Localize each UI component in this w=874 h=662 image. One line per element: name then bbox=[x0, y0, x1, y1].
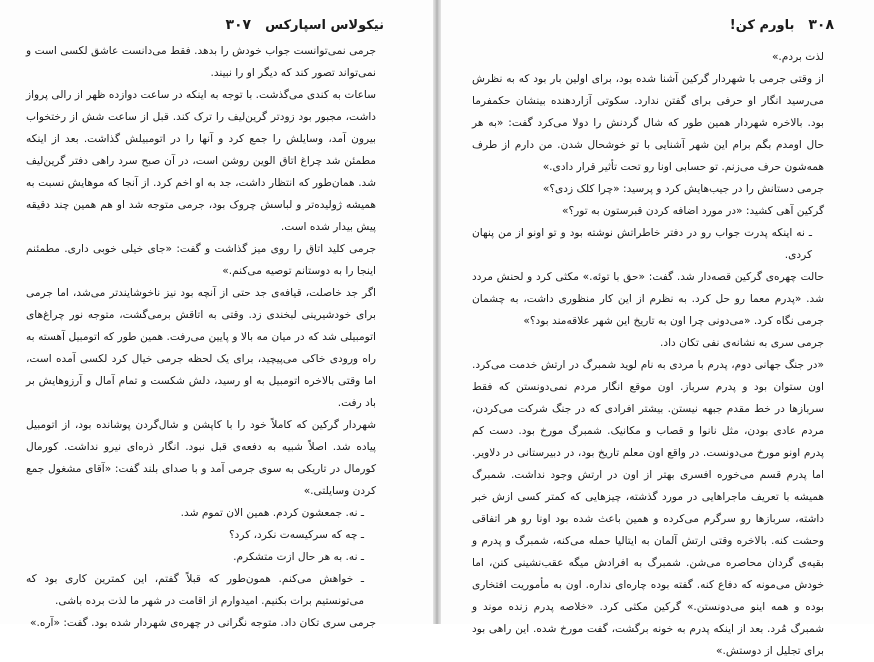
paragraph: ساعات به کندی می‌گذشت. با توجه به اینکه در ساعت دوازده ظهر از رالی پرواز داشت، مجبور بود زودتر گرین‌لیف را ترک کند. قبل از ساعت شش از رختخواب بیرون آمد، وسایلش را جمع کرد و آنها را در اتومبیلش گذاشت. بعد از اینکه مطمئن شد چراغ اتاق الوین روشن است، در آن صبح سرد راهی دفتر گرین‌لیف شد. همان‌طور که انتظار داشت، جد به او اخم کرد. از آنجا که موهایش نسبت به همیشه ژولیده‌تر و لباسش چروک بود، جرمی متوجه شد او هم همین چند دقیقه پیش بیدار شده است. bbox=[26, 89, 376, 233]
left-page-header bbox=[225, 14, 384, 36]
left-page-number: ۳۰۷ bbox=[225, 17, 252, 33]
paragraph: جرمی سری تکان داد. متوجه نگرانی در چهره‌ی شهردار شده بود. گفت: «آره.» bbox=[30, 617, 376, 629]
paragraph: «در جنگ جهانی دوم، پدرم با مردی به نام لوید شمبرگ در ارتش خدمت می‌کرد. اون ستوان بود و پدرم سرباز. اون موقع انگار مردم نمی‌دونستن که فقط سربازها در خط مقدم جبهه نیستن. بیشتر افرادی که در جنگ شرکت می‌کردن، مردم عادی بودن، مثل نانوا و قصاب و مکانیک. شمبرگ مورخ بود. دست کم پدرم اونو مورخ می‌دونست. در واقع اون معلم تاریخ بود، در دبیرستانی در دلاویر. اما پدرم قسم می‌خوره افسری بهتر از اون در ارتش وجود نداشت. شمبرگ همیشه با تعریف ماجراهایی در مورد گذشته، چیزهایی که کمتر کسی ازش خبر داشته، سربازها رو سرگرم می‌کرده و همین باعث شده بود اونا رو هر اتفاقی وحشت کنه. بالاخره وقتی ارتش آلمان به ایتالیا حمله می‌کنه، شمبرگ و پدرم و بقیه‌ی گردان محاصره می‌شن. شمبرگ به افرادش میگه عقب‌نشینی کنن، اما خودش می‌مونه که دفاع کنه. گفته بوده چاره‌ای نداره. اون به مأموریت افتخاری بوده و همه اینو می‌دونستن.» گرکین مکثی کرد. «خلاصه پدرم زنده موند و شمبرگ مُرد. بعد از اینکه پدرم به خونه برگشت، گفت مورخ شده. این راهی بود برای تجلیل از دوستش.» bbox=[472, 359, 824, 657]
dialogue-line: ـ نه. جمعشون کردم. همین الان تموم شد. bbox=[180, 507, 364, 519]
paragraph: جرمی دستانش را در جیب‌هایش کرد و پرسید: «چرا کلک زدی؟» bbox=[542, 183, 824, 195]
paragraph: شهردار گرکین که کاملاً خود را با کاپشن و شال‌گردن پوشانده بود، از اتومبیل پیاده شد. اصلاً شبیه به دفعه‌ی قبل نبود. انگار ذره‌ای نیرو نداشت. کورمال کورمال در تاریکی به سوی جرمی آمد و با صدای بلند گفت: «آقای مشغول جمع کردن وسایلتی.» bbox=[26, 419, 376, 497]
right-page-number: ۳۰۸ bbox=[808, 17, 834, 33]
paragraph: از وقتی جرمی با شهردار گرکین آشنا شده بود، برای اولین بار بود که به نظرش می‌رسید انگار او حرفی برای گفتن ندارد. سکوتی آزاردهنده بینشان حکمفرما بود. بالاخره شهردار همین طور که شال گردنش را دولا می‌کرد گفت: «به هر حال اومدم بگم برام این شهر آشنایی با تو خوشحال شدن. من دارم از طرف همه‌شون حرف می‌زنم. تو حسابی اونا رو تحت تأثیر قرار دادی.» bbox=[472, 73, 824, 173]
right-body-text bbox=[472, 46, 834, 662]
paragraph: اگر جد خاصلت، قیافه‌ی جد حتی از آنچه بود نیز ناخوشایندتر می‌شد، اما جرمی برای خودشیرینی لبخندی زد. وقتی به اتاقش برمی‌گشت، متوجه نور چراغ‌های اتومبیلی شد که در میان مه بالا و پایین می‌رفت. همین طور که اتومبیل آهسته به راه ورودی خاکی می‌پیچید، برای یک لحظه جرمی خیال کرد لکسی آمده است، اما وقتی بالاخره اتومبیل به او رسید، دلش شکست و تمام آمال و آرزوهایش بر باد رفت. bbox=[26, 287, 376, 409]
paragraph: جرمی نمی‌توانست جواب خودش را بدهد. فقط می‌دانست عاشق لکسی است و نمی‌تواند تصور کند که دیگر او را نبیند. bbox=[26, 45, 376, 79]
paragraph: لذت بردم.» bbox=[771, 51, 824, 63]
paragraph: جرمی سری به نشانه‌ی نفی تکان داد. bbox=[660, 337, 824, 349]
dialogue-line: ـ چه که سرکیسه‌ت نکرد، کرد؟ bbox=[229, 529, 364, 541]
right-page-header bbox=[730, 14, 834, 36]
paragraph: جرمی کلید اتاق را روی میز گذاشت و گفت: «جای خیلی خوبی داری. مطمئنم اینجا را به دوستانم توصیه می‌کنم.» bbox=[26, 243, 376, 277]
left-running-title: نیکولاس اسپارکس bbox=[265, 17, 384, 33]
paragraph: حالت چهره‌ی گرکین قصه‌دار شد. گفت: «حق با توئه.» مکثی کرد و لحنش مردد شد. «پدرم معما رو حل کرد. به نظرم از این کار منظوری داشت، به چشمان جرمی نگاه کرد. «می‌دونی چرا اون به تاریخ این شهر علاقه‌مند بود؟» bbox=[472, 271, 824, 327]
left-body-text bbox=[26, 40, 386, 634]
dialogue-line: ـ خواهش می‌کنم. همون‌طور که قبلاً گفتم، این کمترین کاری بود که می‌تونستیم برات بکنیم. امیدوارم از اقامت در شهر ما لذت برده باشی. bbox=[26, 573, 364, 607]
paragraph: گرکین آهی کشید: «در مورد اضافه کردن قبرستون به تور؟» bbox=[562, 205, 824, 217]
left-page bbox=[0, 0, 434, 629]
right-running-title: باورم کن! bbox=[729, 17, 795, 33]
dialogue-line: ـ نه اینکه پدرت جواب رو در دفتر خاطراتش نوشته بود و تو اونو از من پنهان کردی. bbox=[472, 227, 812, 261]
right-page bbox=[440, 0, 874, 657]
dialogue-line: ـ نه. به هر حال ازت متشکرم. bbox=[233, 551, 364, 563]
